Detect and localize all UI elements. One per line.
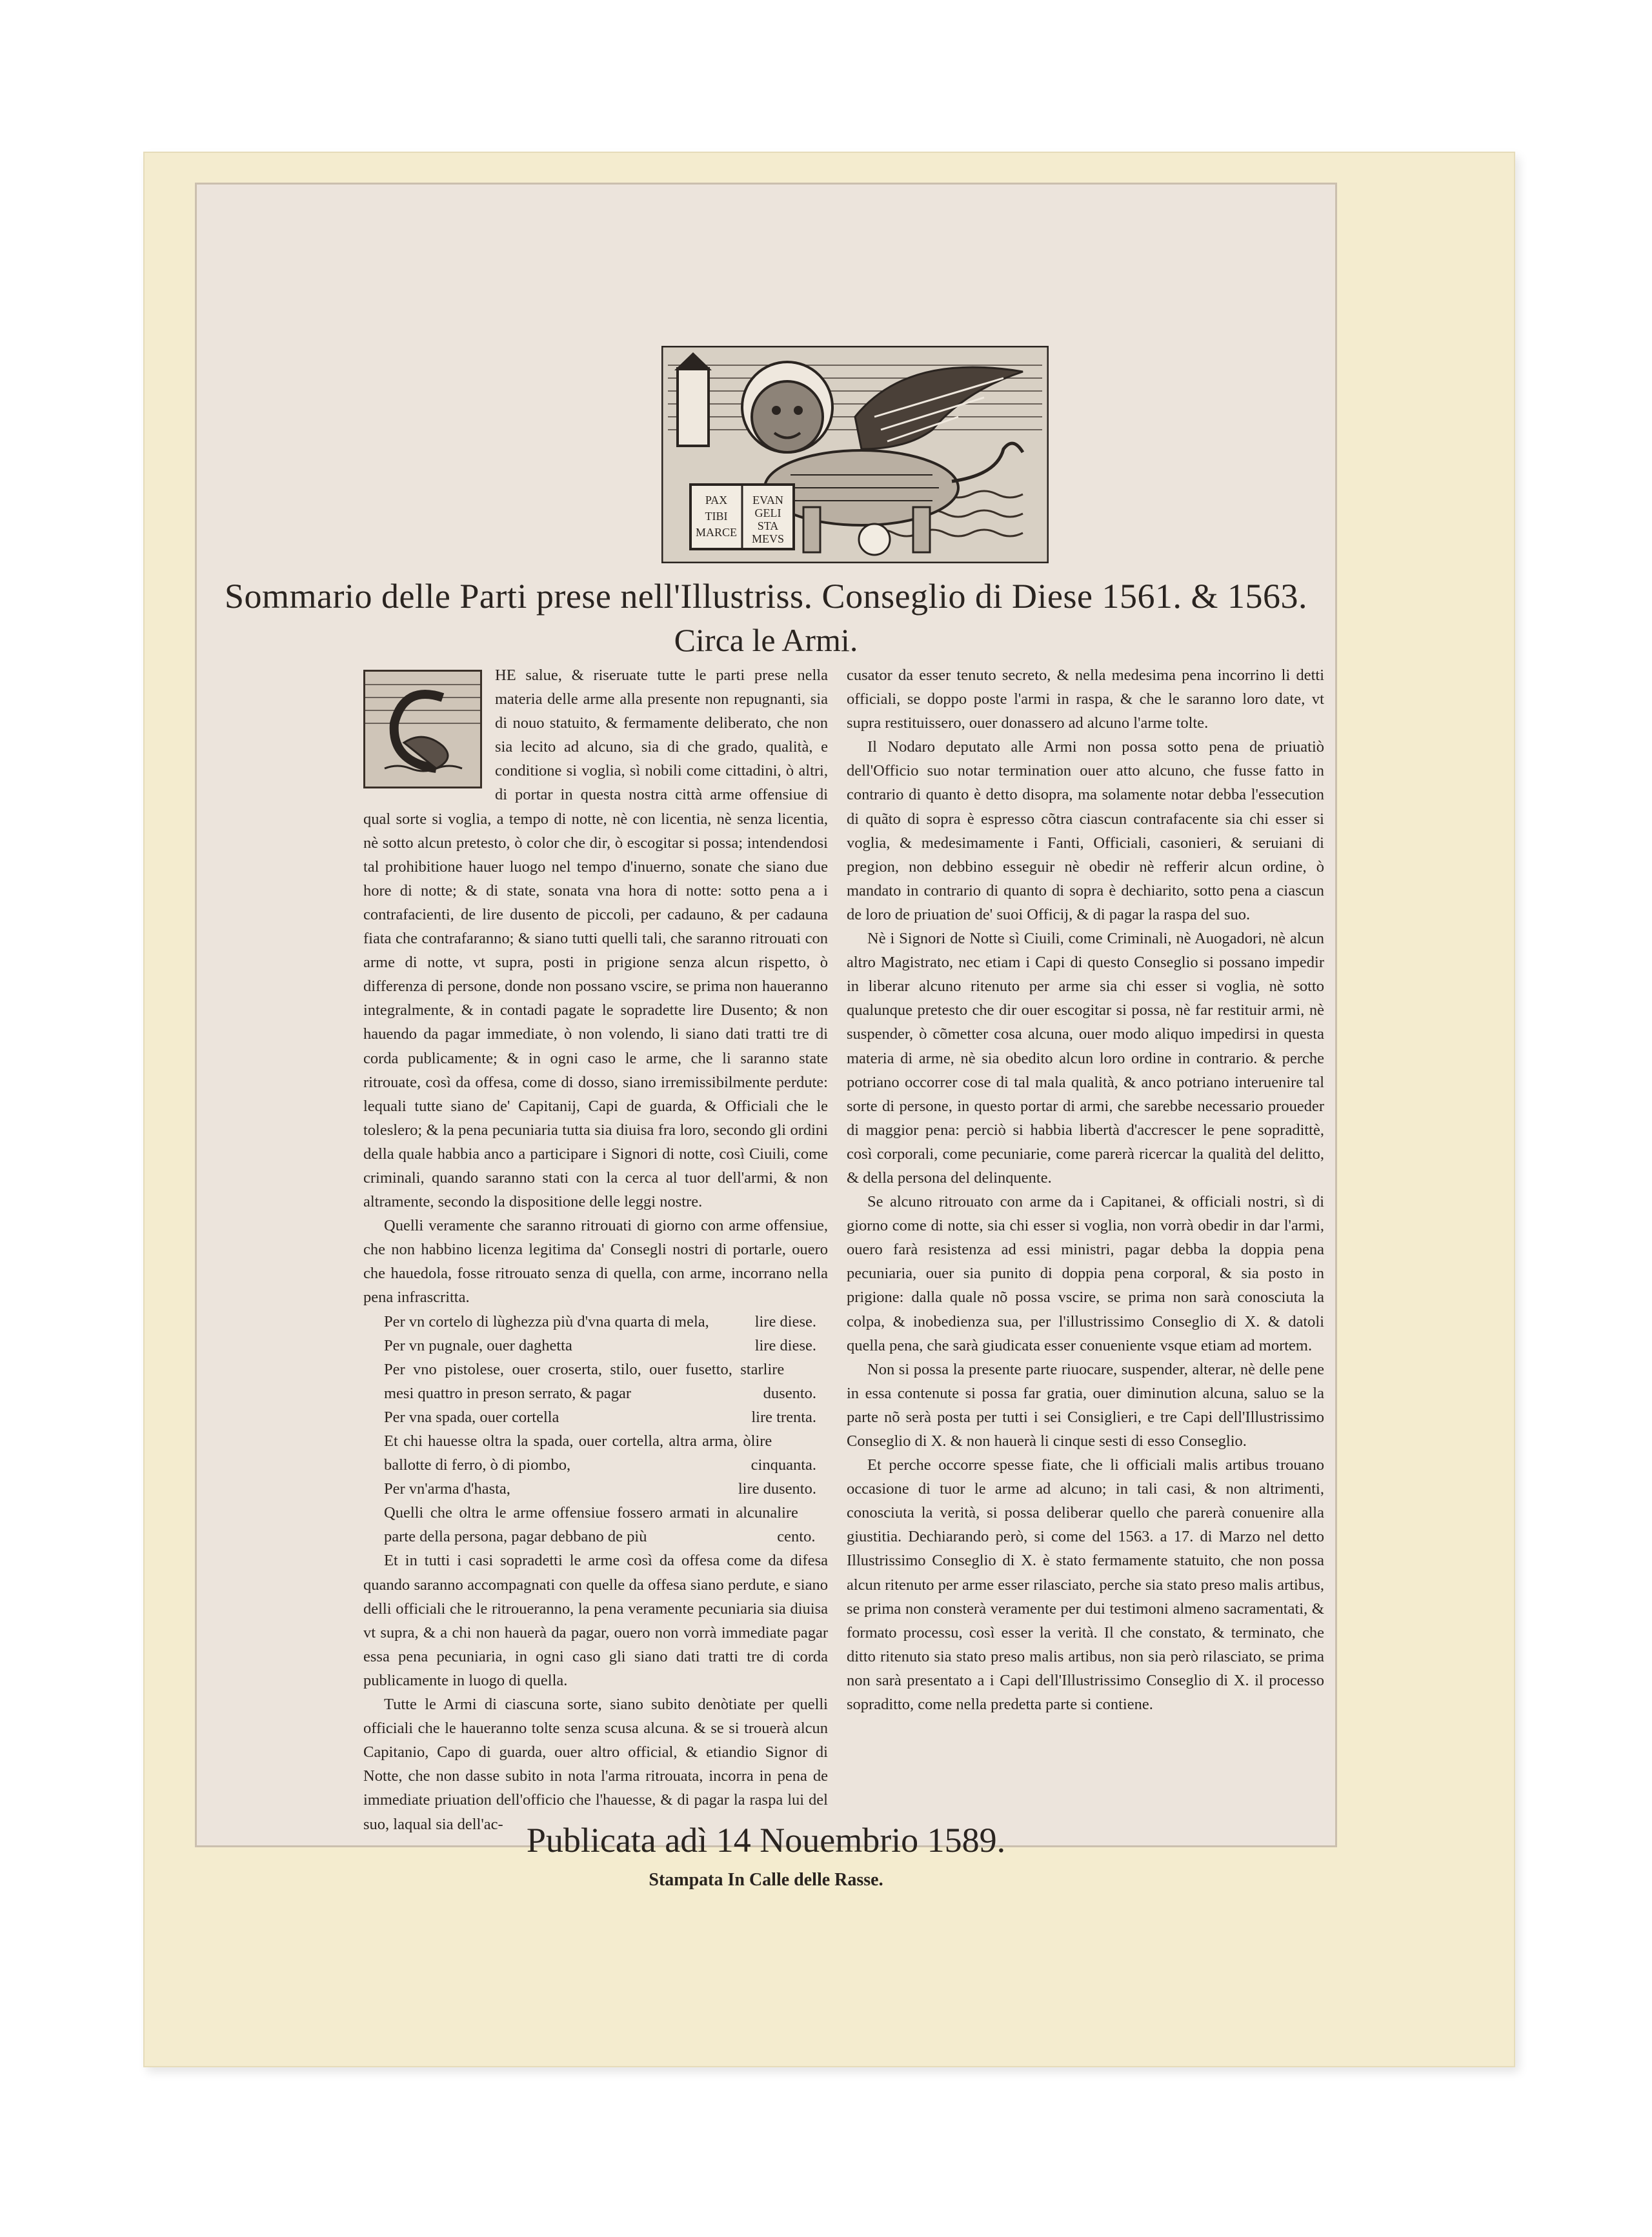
lion-of-saint-mark-woodcut	[661, 346, 1049, 563]
penalty-row	[363, 1429, 828, 1477]
book-text-6: STA	[757, 519, 779, 532]
right-paragraph-1: cusator da esser tenuto secreto, & nella medesima pena incorrino li detti officiali, se doppo poste l'armi in raspa, & che le saranno loro date, vt supra restituissero, ouer donassero ad alcuno l'arme tolte.	[847, 667, 1324, 732]
right-paragraph-4: Se alcuno ritrouato con arme da i Capitanei, & officiali nostri, sì di giorno come di notte, sia chi esser si voglia, non vorrà obedir in dar l'armi, ouero farà resistenza ad essi ministri, pagar debba la doppia pena pecuniaria, ouer sia punito di doppia pena corporal, & sia posto in prigione: dalla quale nõ possa vscire, se prima non sarà conosciuta la colpa, & inobedienza sua, per l'illustrissimo Conseglio di X. & datoli quella pena, che sarà giudicata esser conueniente vsque etiam ad mortem.	[847, 1193, 1324, 1354]
penalty-row	[363, 1358, 828, 1405]
left-paragraph-3: Et in tutti i casi sopradetti le arme così da offesa come da difesa quando saranno accompagnati con quelle da offesa siano perdute, e siano delli officiali che le ritroueranno, la pena veramente pecuniaria sia diuisa vt supra, & a chi non hauerà da pagar, ouero non vorrà immediate pagar essa pena pecuniaria, in ogni caso gli siano dati tratti tre di corda publicamente in luogo di quella.	[363, 1552, 828, 1689]
penalty-item: Per vn cortelo di lùghezza più d'vna quarta di mela,	[384, 1312, 709, 1330]
right-column	[847, 663, 1324, 1716]
penalty-fine: lire trenta.	[751, 1408, 816, 1426]
penalty-fine: lire dusento.	[763, 1360, 816, 1402]
penalty-row	[363, 1501, 828, 1549]
penalty-fine: lire diese.	[754, 1312, 816, 1330]
book-text-4: EVAN	[752, 494, 783, 507]
penalty-fine: lire dusento.	[738, 1480, 816, 1498]
penalty-item: Per vna spada, ouer cortella	[384, 1408, 559, 1426]
printer-line: Stampata In Calle delle Rasse.	[649, 1870, 883, 1890]
penalty-row	[363, 1405, 828, 1429]
book-text-3: MARCE	[695, 526, 738, 539]
penalty-item: Per vno pistolese, ouer croserta, stilo, ouer fusetto, star mesi quattro in preson serrato, & pagar	[384, 1360, 763, 1402]
left-paragraph-2: Quelli veramente che saranno ritrouati di giorno con arme offensiue, che non habbino licenza legitima da' Consegli nostri di portarle, ouero che hauedola, fosse ritrouato senza di quella, con arme, incorrano nella pena infrascritta.	[363, 1217, 828, 1307]
publication-line: Publicata adì 14 Nouembrio 1589.	[526, 1821, 1006, 1860]
right-paragraph-6: Et perche occorre spesse fiate, che li officiali malis artibus trouano occasione di tuor le arme ad alcuno; in tali casi, & non altrimenti, conosciuta la verità, si possa deliberar quello che parerà conuenire alla giustitia. Dechiarando però, si come del 1563. a 17. di Marzo nel detto Illustrissimo Conseglio di X. è stato fermamente statuito, che non possa alcun ritenuto per arme esser rilasciato, perche sia stato preso malis artibus, se prima non consterà veramente per dui testimoni almeno sacramentati, & formato processu, così esser la verità. Il che constato, & terminato, che ditto ritenuto sia stato preso malis artibus, non sia però rilasciato, se prima non sarà presentato a i Capi dell'Illustrissimo Conseglio di X. il processo sopraditto, come nella predetta parte si contiene.	[847, 1456, 1324, 1714]
left-column	[363, 663, 828, 1836]
penalty-row	[363, 1477, 828, 1501]
penalty-fine: lire cento.	[777, 1504, 816, 1546]
book-text-7: MEVS	[751, 532, 785, 545]
penalty-fine: lire diese.	[754, 1336, 816, 1354]
penalty-item: Quelli che oltra le arme offensiue fossero armati in alcuna parte della persona, pagar debbano de più	[384, 1504, 778, 1546]
book-text-1: PAX	[705, 494, 728, 507]
penalty-item: Et chi hauesse oltra la spada, ouer cortella, altra arma, ò ballotte di ferro, ò di piombo,	[384, 1432, 751, 1474]
right-paragraph-3: Nè i Signori de Notte sì Ciuili, come Criminali, nè Auogadori, nè alcun altro Magistrato, nec etiam i Capi di questo Conseglio si possano impedir in liberar alcuno ritenuto per arme sia chi esser si voglia, nè sotto qualunque pretesto che dir ouer escogitar si possa, nè far restituir armi, nè suspender, ò cõmetter cosa alcuna, ouer modo aliquo impedirsi in questa materia di arme, nè sia obedito alcun loro ordine in contrario. & perche potriano occorrer cose di tal mala qualità, & anco potriano interuenire tal sorte di persone, in questo portar di armi, che sarebbe necessario proueder di maggior pena: perciò si habbia libertà d'accrescer le pene sopradittè, così corporali, come pecuniarie, come parerà ricercar la qualità del delitto, & della persona del delinquente.	[847, 930, 1324, 1187]
penalty-fine: lire cinquanta.	[750, 1432, 817, 1474]
broadside-sheet	[195, 183, 1337, 1890]
decorated-initial-letter	[363, 670, 482, 788]
right-paragraph-5: Non si possa la presente parte riuocare, suspender, alterar, nè delle pene in essa contenute si possa far gratia, ouer diminution alcuna, saluo se la parte nõ serà posta per tutti i sei Consiglieri, e tre Capi dell'Illustrissimo Conseglio di X. & non hauerà li cinque sesti di esso Conseglio.	[847, 1360, 1324, 1450]
document-subtitle: Circa le Armi.	[674, 622, 858, 658]
penalty-row	[363, 1310, 828, 1334]
right-paragraph-2: Il Nodaro deputato alle Armi non possa sotto pena de priuatiò dell'Officio suo notar termination ouer atto alcuno, che fusse fatto in contrario di quanto è detto disopra, ma solamente notar debba l'essecution di quãto di sopra è espresso cõtra ciascun contrafacente sia chi esser si voglia, & medesimamente i Fanti, Officiali, casonieri, & seruiani di pregion, non debbino esseguir nè obedir nè refferir alcun ordine, ò mandato in contrario di quanto di sopra è dechiarito, sotto pena a ciascun de loro de priuation de' suoi Officij, & di pagar la raspa del suo.	[847, 738, 1324, 923]
book-text-2: TIBI	[705, 510, 728, 523]
penalty-item: Per vn'arma d'hasta,	[384, 1480, 510, 1498]
left-paragraph-4: Tutte le Armi di ciascuna sorte, siano subito denòtiate per quelli officiali che le haueranno tolte senza scusa alcuna. & se si trouerà alcun Capitanio, Capo di guarda, ouer altro official, & etiandio Signor di Notte, che non dasse subito in nota l'arma ritrouata, incorra in pena de immediate priuation dell'officio che l'hauesse, & di pagar la raspa lui del suo, laqual sia dell'ac-	[363, 1696, 828, 1833]
penalty-list	[363, 1310, 828, 1549]
left-paragraph-1: HE salue, & riseruate tutte le parti prese nella materia delle arme alla presente non repugnanti, sia di nouo statuito, & fermamente deliberato, che non sia lecito ad alcuno, sia di che grado, qualità, e conditione si voglia, sì nobili come cittadini, ò altri, di portar in questa nostra città arme offensiue di qual sorte si voglia, a tempo di notte, nè con licentia, nè senza licentia, nè sotto alcun pretesto, ò color che dir, ò escogitar si possa; intendendosi tal prohibitione hauer luogo nel tempo d'inuerno, sonate che siano due hore di notte; & di state, sonata vna hora di notte: sotto pena a i contrafacienti, de lire dusento de piccoli, per cadauno, & per cadauna fiata che contrafaranno; & siano tutti quelli tali, che saranno ritrouati con arme di notte, vt supra, posti in prigione senza alcun rispetto, ò differenza di persone, donde non possano vscire, se prima non haueranno integralmente, & in contadi pagate le sopradette lire Dusento; & non hauendo da pagar immediate, ò non volendo, li siano dati tratti tre di corda publicamente; & in ogni caso le arme, che li saranno state ritrouate, così da offesa, come di dosso, siano irremissibilmente perdute: lequali tutte siano de' Capitanij, Capi de guarda, & Officiali che le toleslero; & la pena pecuniaria tutta sia diuisa fra loro, secondo gli ordini della quale habbia anco a participare i Signori di notte, così Ciuili, come criminali, quando saranno stati con la cerca al tuor dell'armi, & non altramente, secondo la dispositione delle leggi nostre.	[363, 667, 828, 1211]
book-text-5: GELI	[754, 507, 781, 519]
penalty-item: Per vn pugnale, ouer daghetta	[384, 1336, 572, 1354]
penalty-row	[363, 1334, 828, 1358]
document-title: Sommario delle Parti prese nell'Illustriss. Conseglio di Diese 1561. & 1563.	[224, 577, 1308, 616]
